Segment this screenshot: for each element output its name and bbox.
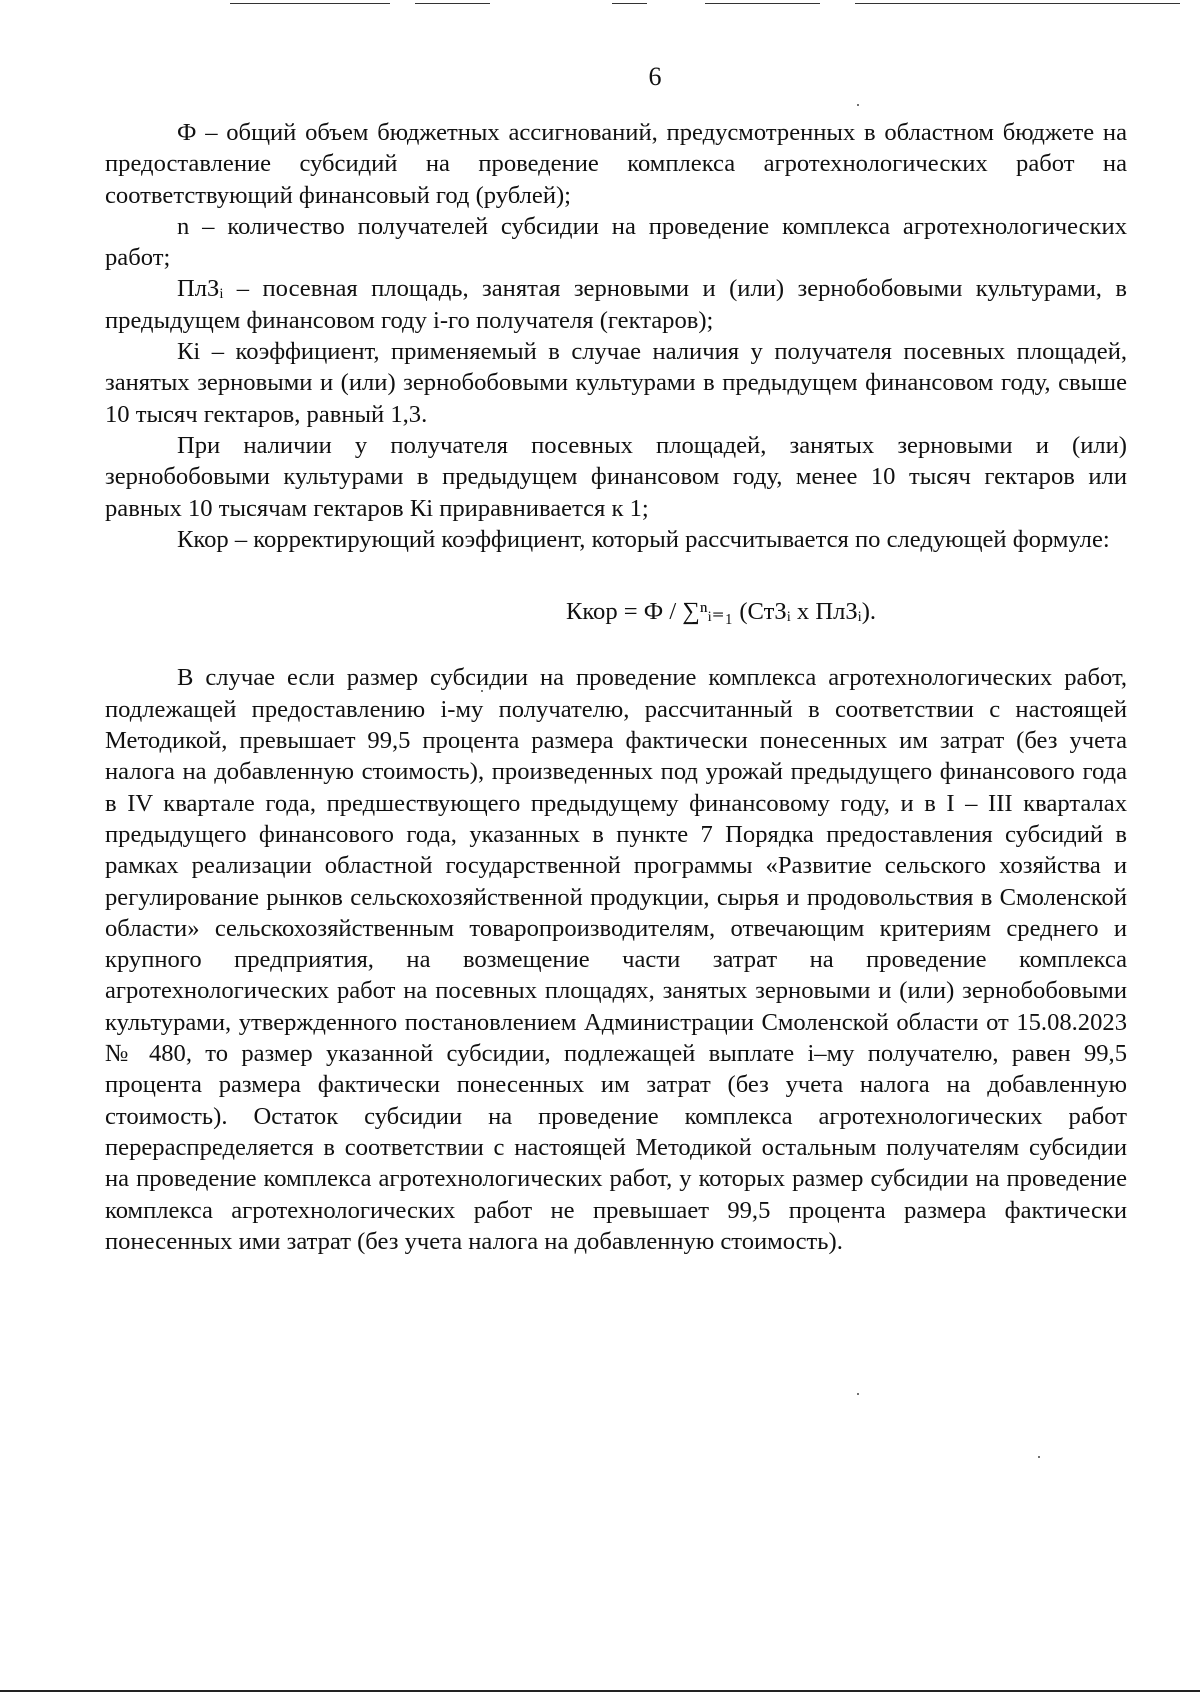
scan-line	[855, 3, 1180, 4]
scan-line	[230, 3, 390, 4]
scan-line	[0, 1690, 1200, 1692]
scan-line	[415, 3, 490, 4]
formula-kkor: Ккор = Ф / ∑ⁿᵢ₌₁ (СтЗᵢ х ПлЗᵢ).	[565, 598, 877, 626]
paragraph-ki-condition: При наличии у получателя посевных площадей, занятых зерновыми и (или) зернобобовыми культурами в предыдущем финансовом году, менее 10 тысяч гектаров или равных 10 тысячам гектаров Кi приравнивается к 1;	[105, 431, 1127, 522]
scan-speck	[857, 104, 859, 106]
page-number: 6	[648, 62, 662, 91]
definition-ki: Кi – коэффициент, применяемый в случае наличия у получателя посевных площадей, занятых зерновыми и (или) зернобобовыми культурами в предыдущем финансовом году, свыше 10 тысяч гектаров, равный 1,3.	[105, 338, 1127, 428]
paragraph-subsidy-limit: В случае если размер субсидии на проведение комплекса агротехнологических работ, подлежащей предоставлению i-му получателю, рассчитанный в соответствии с настоящей Методикой, превышает 99,5 процента размера фактически понесенных им затрат (без учета налога на добавленную стоимость), произведенных под урожай предыдущего финансового года в IV квартале года, предшествующего предыдущему финансовому году, и в I – III кварталах предыдущего финансового года, указанных в пункте 7 Порядка предоставления субсидий в рамках реализации областной государственной программы «Развитие сельского хозяйства и регулирование рынков сельскохозяйственной продукции, сырья и продовольствия в Смоленской области» сельскохозяйственным товаропроизводителям, отвечающим критериям среднего и крупного предприятия, на возмещение части затрат на проведение комплекса агротехнологических работ на посевных площадях, занятых зерновыми и (или) зернобобовыми культурами, утвержденного постановлением Администрации Смоленской области от 15.08.2023 № 480, то размер указанной субсидии, подлежащей выплате i–му получателю, равен 99,5 процента размера фактически понесенных им затрат (без учета налога на добавленную стоимость). Остаток субсидии на проведение комплекса агротехнологических работ перераспределяется в соответствии с настоящей Методикой остальным получателям субсидии на проведение комплекса агротехнологических работ, у которых размер субсидии на проведение комплекса агротехнологических работ не превышает 99,5 процента размера фактически понесенных ими затрат (без учета налога на добавленную стоимость).	[105, 664, 1127, 1255]
definition-plz: ПлЗᵢ – посевная площадь, занятая зерновыми и (или) зернобобовыми культурами, в предыдущем финансовом году i-го получателя (гектаров);	[105, 275, 1127, 334]
definition-n: n – количество получателей субсидии на проведение комплекса агротехнологических работ;	[105, 212, 1127, 272]
definition-phi: Ф – общий объем бюджетных ассигнований, предусмотренных в областном бюджете на предоставление субсидий на проведение комплекса агротехнологических работ на соответствующий финансовый год (рублей);	[105, 119, 1127, 209]
scan-speck	[1038, 1456, 1040, 1458]
definition-kkor: Ккор – корректирующий коэффициент, который рассчитывается по следующей формуле:	[177, 525, 1110, 553]
scan-line	[705, 3, 820, 4]
scan-speck	[857, 1393, 859, 1395]
document-body	[105, 117, 1127, 1257]
scan-line	[612, 3, 647, 4]
